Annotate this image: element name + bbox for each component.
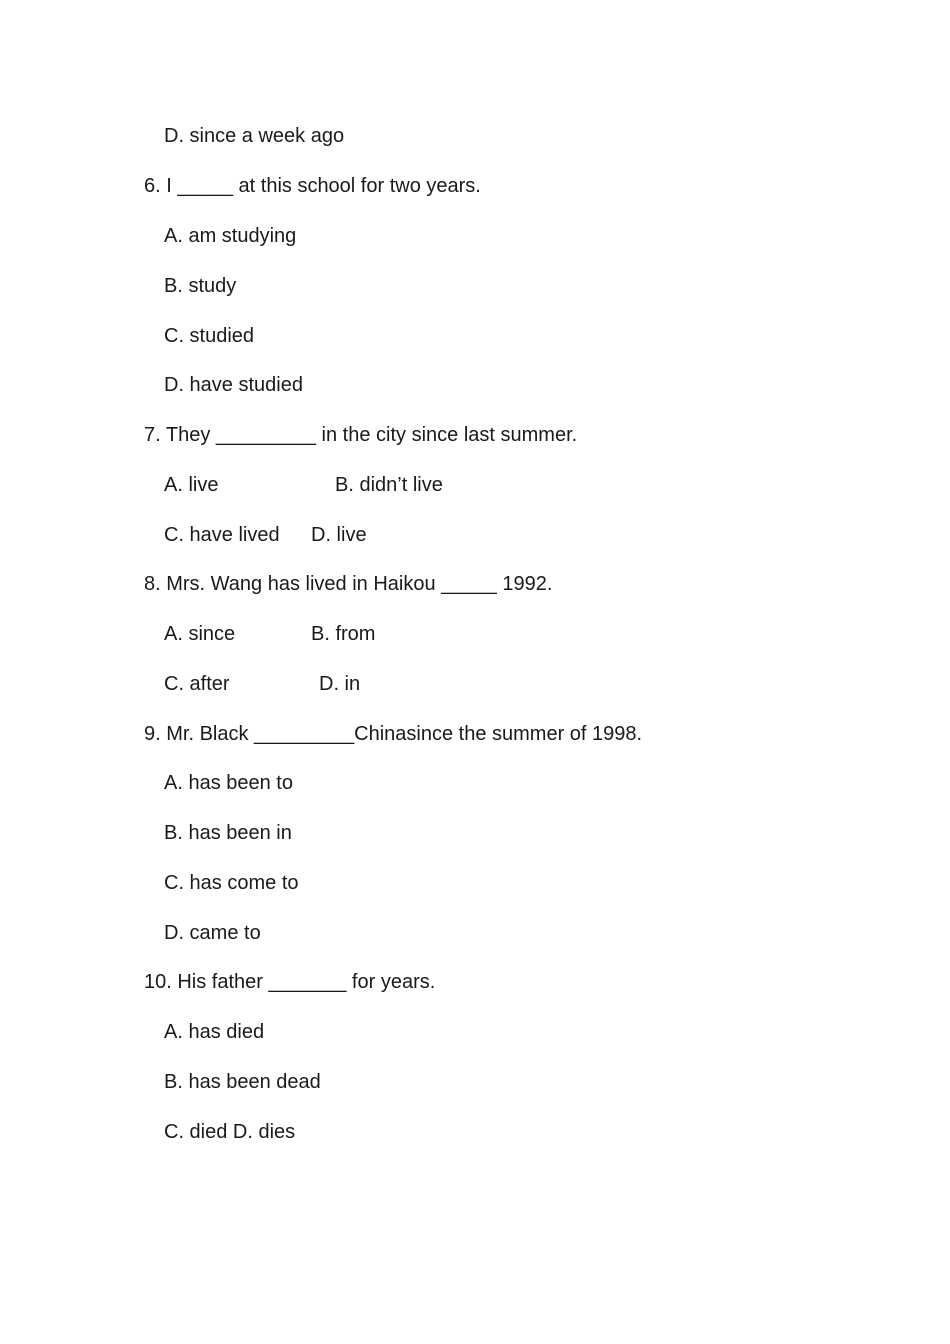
- option-9b: B. has been in: [164, 822, 292, 844]
- option-9c: C. has come to: [164, 872, 299, 894]
- option-7b: B. didn’t live: [335, 474, 443, 496]
- option-7c: C. have lived: [164, 524, 280, 546]
- option-6d: D. have studied: [164, 374, 303, 396]
- option-9a: A. has been to: [164, 772, 293, 794]
- option-10cd: C. died D. dies: [164, 1121, 296, 1143]
- option-10b: B. has been dead: [164, 1071, 321, 1093]
- option-8a: A. since: [164, 623, 236, 645]
- option-6c: C. studied: [164, 325, 255, 347]
- option-8b: B. from: [311, 623, 376, 645]
- option-7a: A. live: [164, 474, 219, 496]
- question-10: 10. His father _______ for years.: [144, 971, 436, 993]
- option-6b: B. study: [164, 275, 237, 297]
- option-5d: D. since a week ago: [164, 125, 345, 147]
- option-7d: D. live: [311, 524, 367, 546]
- option-6a: A. am studying: [164, 225, 297, 247]
- question-9: 9. Mr. Black _________Chinasince the summer of 1998.: [144, 723, 643, 745]
- option-10a: A. has died: [164, 1021, 265, 1043]
- option-8c: C. after: [164, 673, 230, 695]
- option-8d: D. in: [319, 673, 361, 695]
- option-9d: D. came to: [164, 922, 261, 944]
- question-8: 8. Mrs. Wang has lived in Haikou _____ 1992.: [144, 573, 553, 595]
- question-7: 7. They _________ in the city since last summer.: [144, 424, 578, 446]
- question-6: 6. I _____ at this school for two years.: [144, 175, 481, 197]
